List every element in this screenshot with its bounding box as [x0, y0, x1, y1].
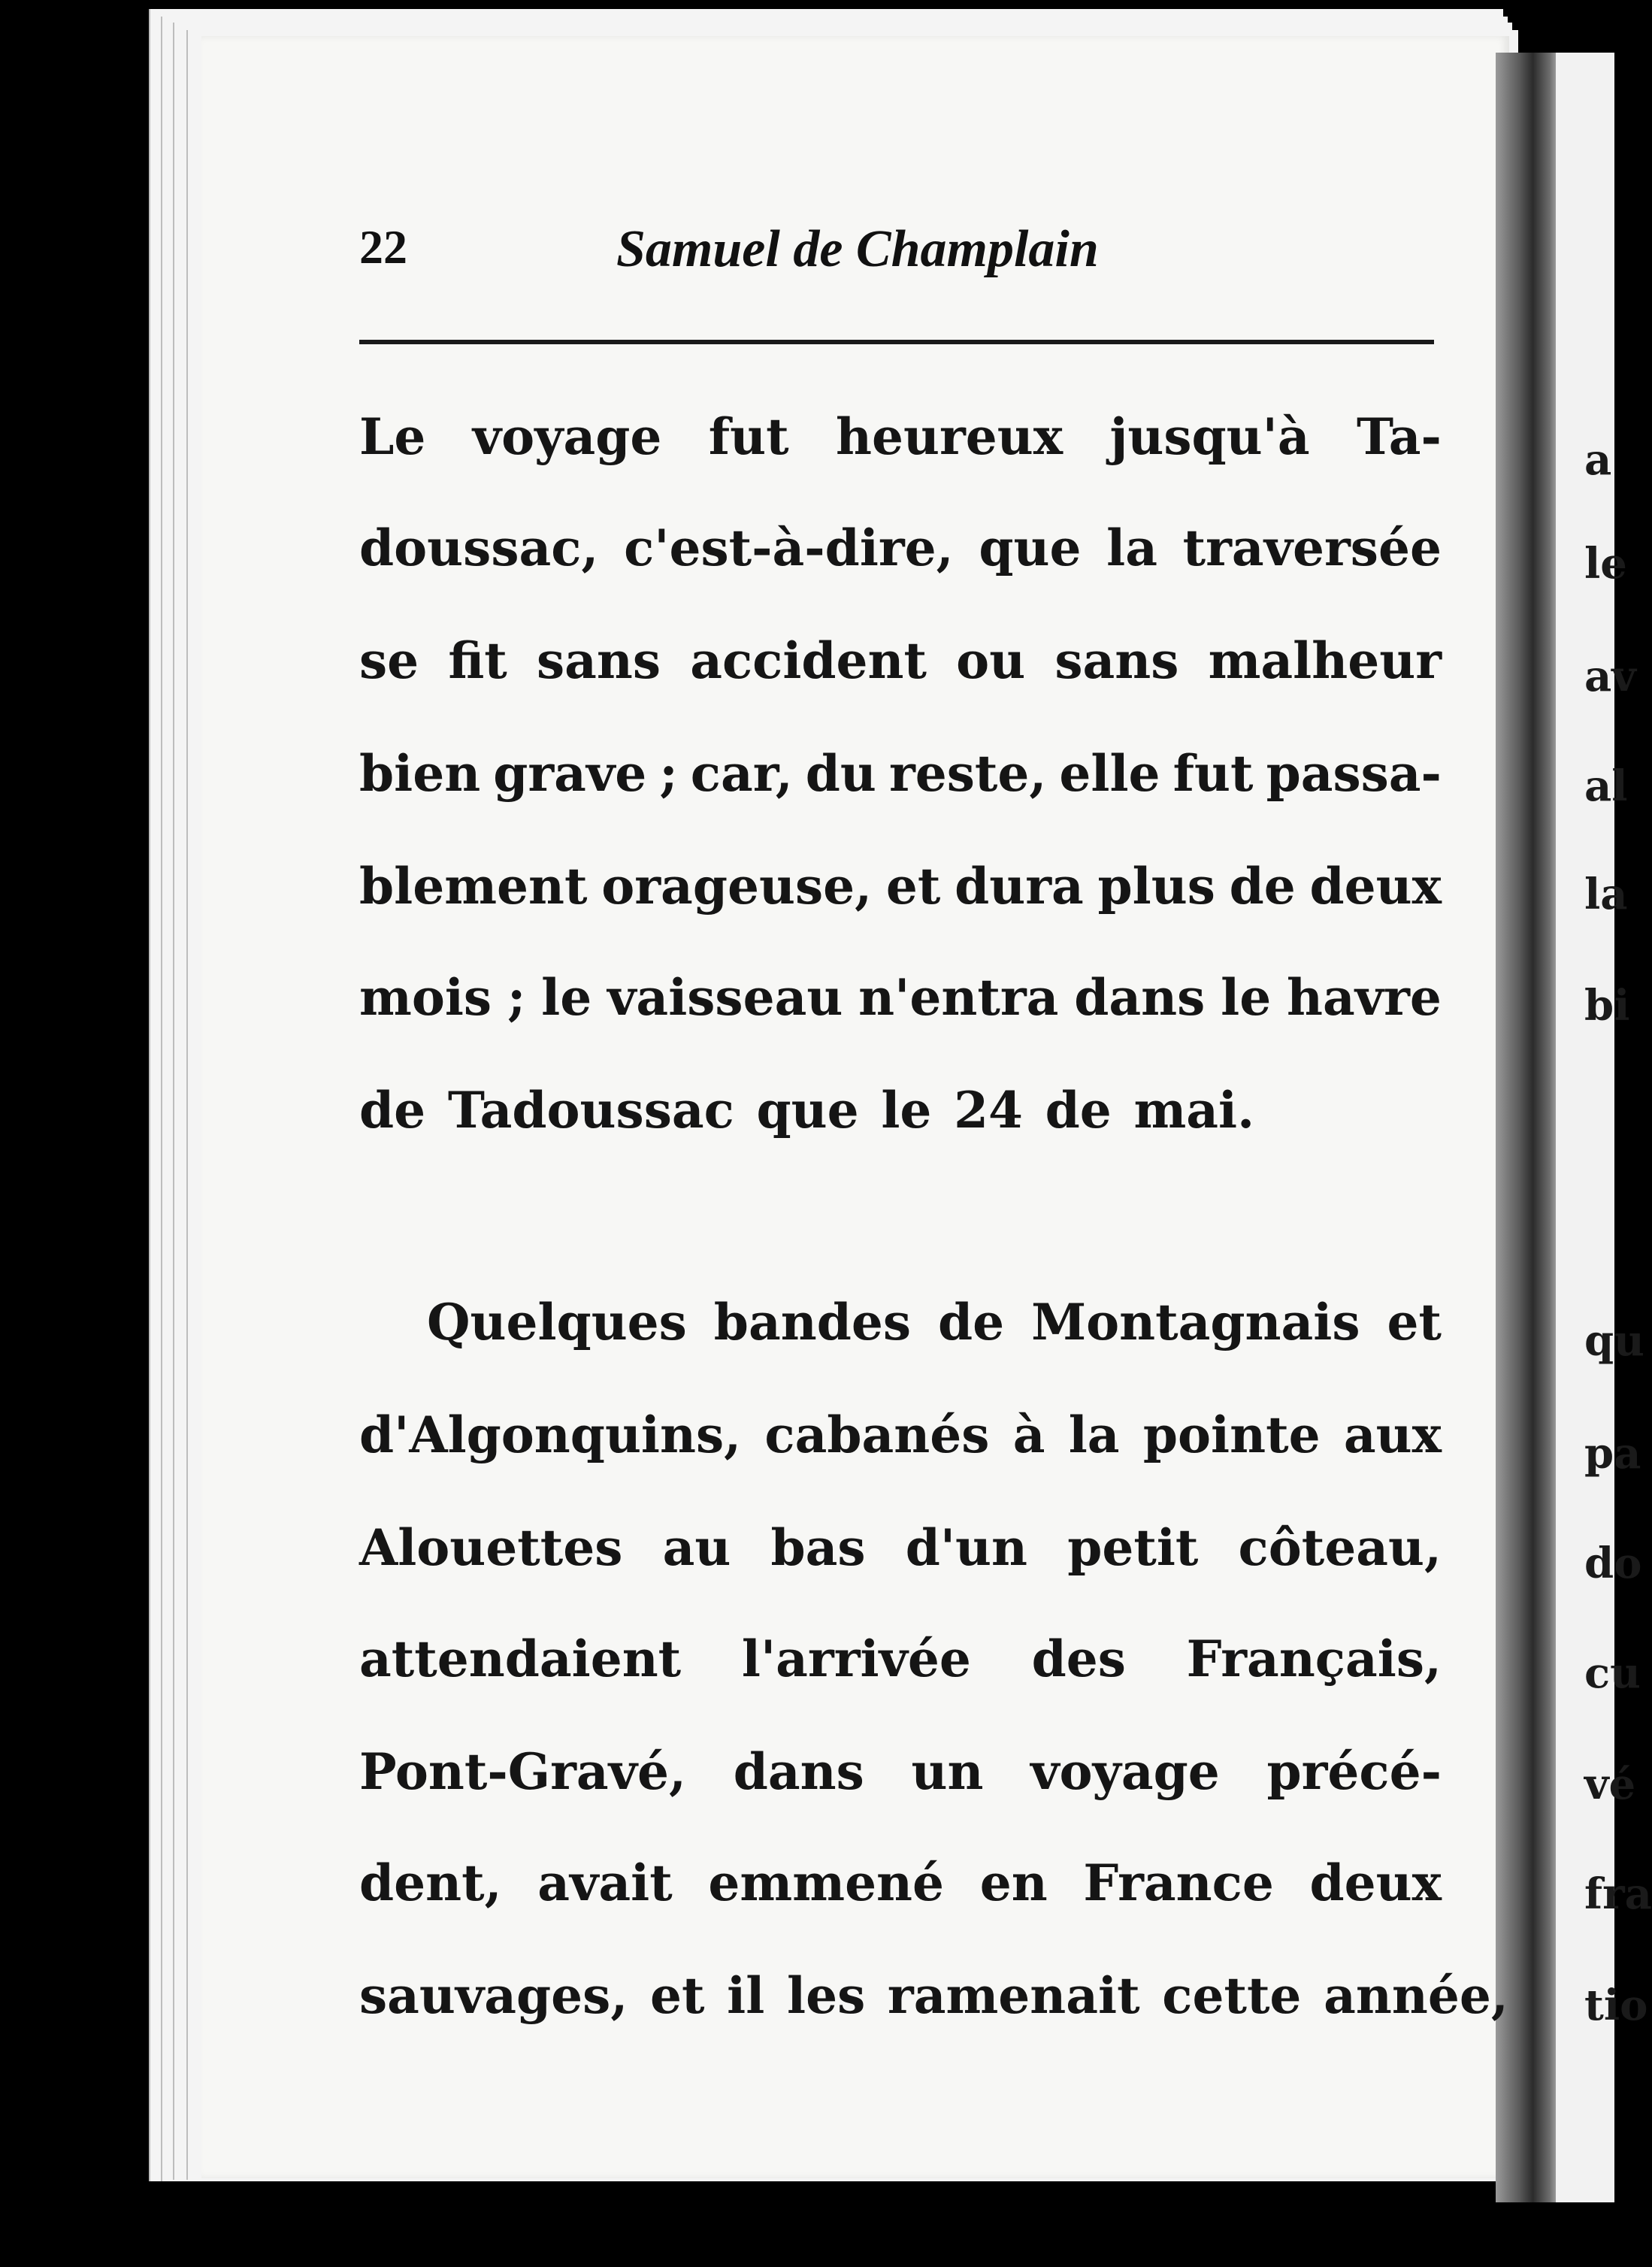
text-line: bien grave ; car, du reste, elle fut passa-: [359, 744, 1442, 803]
text-line: Alouettes au bas d'un petit côteau,: [359, 1518, 1442, 1577]
facing-page-fragment: cu: [1584, 1648, 1641, 1698]
facing-page-fragment: qu: [1584, 1316, 1644, 1366]
facing-page-fragment: le: [1584, 539, 1627, 589]
text-line: blement orageuse, et dura plus de deux: [359, 857, 1442, 916]
facing-page-fragment: pa: [1584, 1429, 1641, 1479]
page-number: 22: [359, 220, 407, 274]
text-line: doussac, c'est-à-dire, que la traversée: [359, 519, 1442, 577]
text-line: sauvages, et il les ramenait cette année,: [359, 1966, 1508, 2025]
text-line: de Tadoussac que le 24 de mai.: [359, 1081, 1255, 1140]
running-title: Samuel de Champlain: [616, 220, 1099, 278]
facing-page-fragment: a: [1584, 435, 1612, 485]
facing-page-fragment: do: [1584, 1539, 1642, 1588]
text-line: attendaient l'arrivée des Français,: [359, 1630, 1442, 1688]
facing-page-fragment: av: [1584, 652, 1636, 701]
facing-page-fragment: al: [1584, 761, 1628, 811]
text-line: se fit sans accident ou sans malheur: [359, 631, 1442, 690]
facing-page-fragment: vé: [1584, 1760, 1636, 1809]
facing-page-fragment: fra: [1584, 1869, 1652, 1919]
text-line: mois ; le vaisseau n'entra dans le havre: [359, 968, 1442, 1027]
header-rule: [359, 340, 1434, 344]
text-line: Le voyage fut heureux jusqu'à Ta-: [359, 407, 1442, 466]
text-line: d'Algonquins, cabanés à la pointe aux: [359, 1406, 1442, 1464]
facing-page-fragment: bi: [1584, 981, 1630, 1031]
text-line: Pont-Gravé, dans un voyage précé-: [359, 1742, 1442, 1801]
facing-page-fragment: la: [1584, 870, 1628, 919]
book-gutter: [1496, 53, 1563, 2202]
text-line: dent, avait emmené en France deux: [359, 1854, 1442, 1912]
facing-page-fragment: tio: [1584, 1981, 1648, 2030]
text-line: Quelques bandes de Montagnais et: [427, 1293, 1442, 1351]
